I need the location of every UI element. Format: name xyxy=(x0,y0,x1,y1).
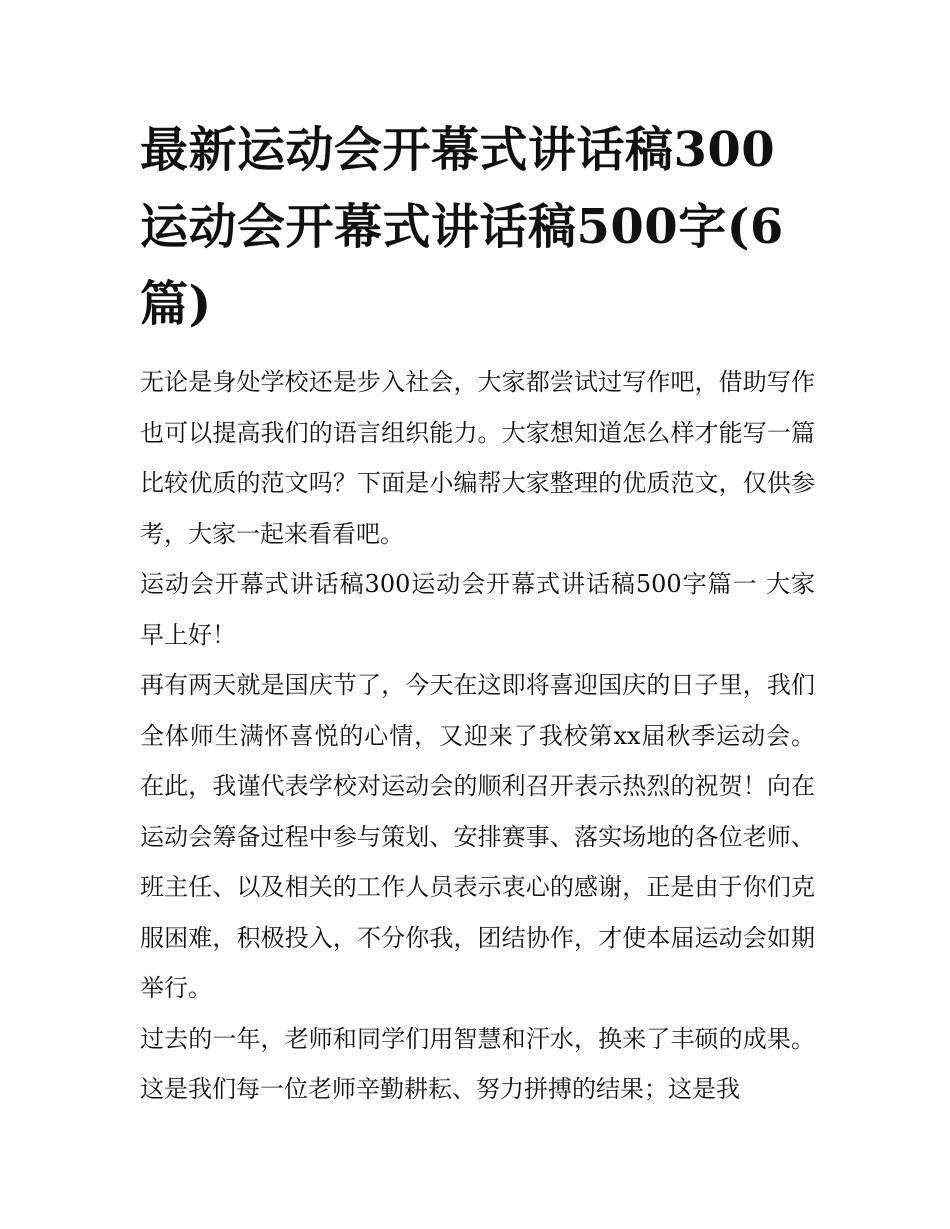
document-page xyxy=(140,112,815,1115)
paragraph-national-day: 再有两天就是国庆节了，今天在这即将喜迎国庆的日子里，我们全体师生满怀喜悦的心情，又迎来了我校第xx届秋季运动会。在此，我谨代表学校对运动会的顺利召开表示热烈的祝贺！向在运动会筹备过程中参与策划、安排赛事、落实场地的各位老师、班主任、以及相关的工作人员表示衷心的感谢，正是由于你们克服困难，积极投入，不分你我，团结协作，才使本届运动会如期举行。 xyxy=(140,671,815,1002)
paragraph-section-heading: 运动会开幕式讲话稿300运动会开幕式讲话稿500字篇一 大家早上好！ xyxy=(140,570,815,649)
document-title: 最新运动会开幕式讲话稿300运动会开幕式讲话稿500字(6篇) xyxy=(140,122,784,332)
paragraph-intro: 无论是身处学校还是步入社会，大家都尝试过写作吧，借助写作也可以提高我们的语言组织能力。大家想知道怎么样才能写一篇比较优质的范文吗？下面是小编帮大家整理的优质范文，仅供参考，大家一起来看看吧。 xyxy=(140,368,815,548)
document-body xyxy=(140,357,815,1115)
paragraph-past-year: 过去的一年，老师和同学们用智慧和汗水，换来了丰硕的成果。这是我们每一位老师辛勤耕耘、努力拼搏的结果；这是我 xyxy=(140,1024,815,1103)
